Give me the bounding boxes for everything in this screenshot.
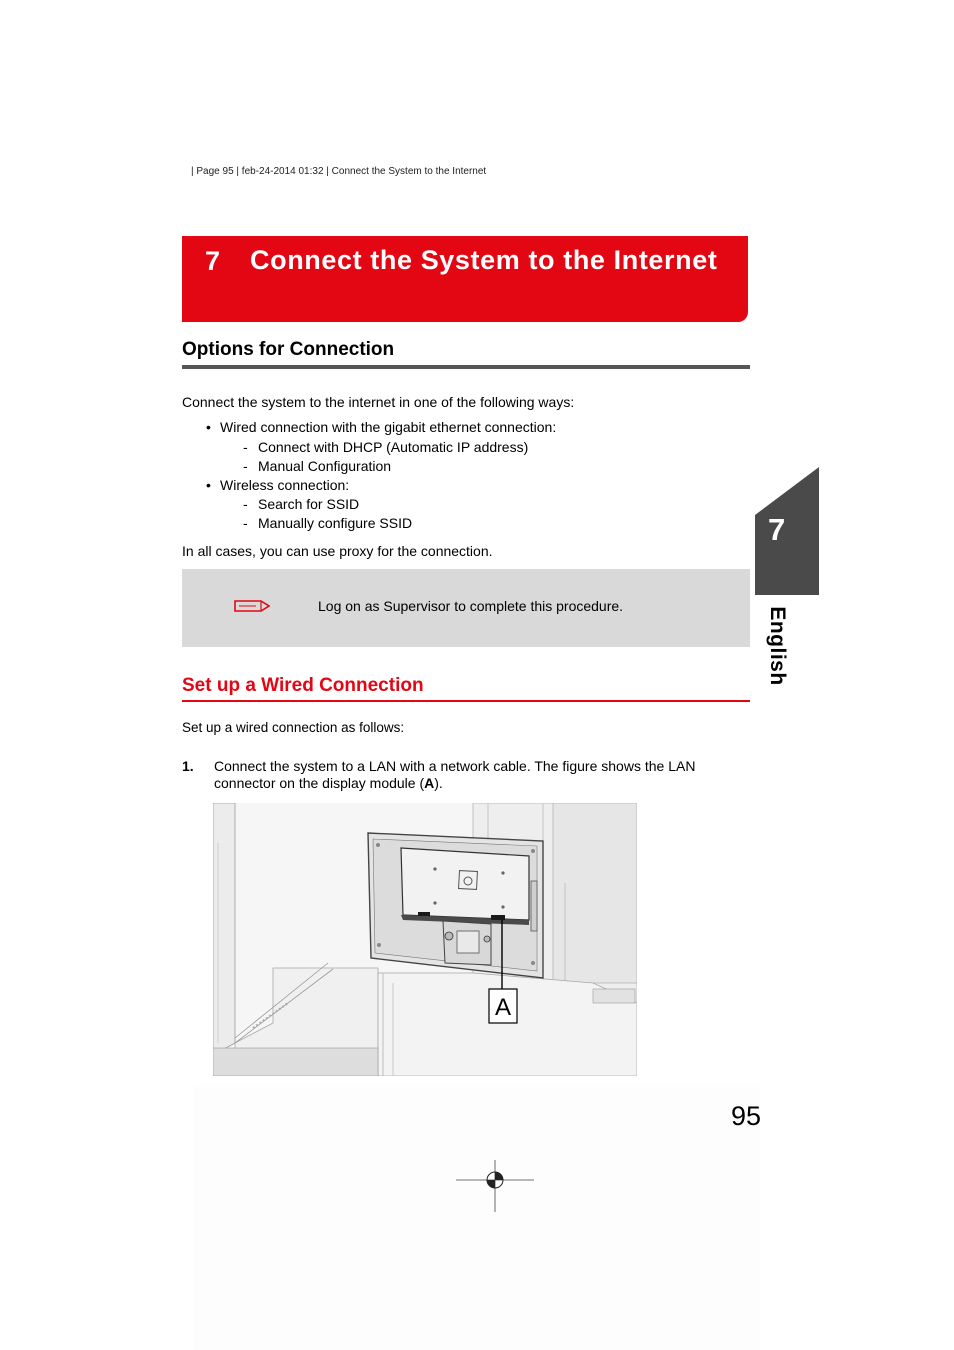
page-background-panel	[193, 1085, 760, 1350]
figure-callout-label: A	[494, 994, 512, 1021]
running-header: | Page 95 | feb-24-2014 01:32 | Connect the System to the Internet	[191, 166, 487, 177]
chapter-banner	[182, 236, 748, 322]
note-box	[182, 569, 750, 647]
pencil-icon	[234, 599, 270, 613]
dash-marker: -	[243, 458, 248, 474]
bullet-marker: •	[206, 477, 211, 493]
step-text-bold: A	[424, 775, 435, 791]
tab-chapter-number: 7	[768, 512, 786, 547]
tab-language-label: English	[766, 606, 789, 686]
section-heading-options: Options for Connection	[182, 339, 395, 360]
intro-text: Connect the system to the internet in one of the following ways:	[182, 394, 575, 410]
option-wired-manual: Manual Configuration	[258, 458, 392, 474]
chapter-number: 7	[205, 246, 222, 276]
display-module-figure	[213, 803, 637, 1076]
section-heading-wired: Set up a Wired Connection	[182, 675, 424, 696]
step-number: 1.	[182, 758, 194, 774]
dash-marker: -	[243, 515, 248, 531]
chapter-title: Connect the System to the Internet	[250, 245, 718, 275]
closing-text: In all cases, you can use proxy for the connection.	[182, 543, 493, 559]
page-number: 95	[731, 1101, 762, 1131]
step-text-span: connector on the display module (	[214, 775, 425, 791]
chapter-tab	[755, 467, 819, 595]
wired-intro: Set up a wired connection as follows:	[182, 720, 405, 735]
section-rule-red	[182, 700, 750, 702]
step-text-line1: Connect the system to a LAN with a network cable. The figure shows the LAN	[214, 758, 696, 774]
dash-marker: -	[243, 496, 248, 512]
step-text-span: ).	[434, 775, 443, 791]
bullet-marker: •	[206, 419, 211, 435]
option-wired-dhcp: Connect with DHCP (Automatic IP address)	[258, 439, 529, 455]
note-text: Log on as Supervisor to complete this procedure.	[318, 598, 624, 614]
dash-marker: -	[243, 439, 248, 455]
registration-mark-icon	[456, 1160, 534, 1212]
option-wired: Wired connection with the gigabit ethernet connection:	[220, 419, 557, 435]
option-wireless-manual: Manually configure SSID	[258, 515, 413, 531]
step-text-line2	[214, 775, 443, 792]
section-rule	[182, 365, 750, 369]
option-wireless-search: Search for SSID	[258, 496, 360, 512]
option-wireless: Wireless connection:	[220, 477, 350, 493]
